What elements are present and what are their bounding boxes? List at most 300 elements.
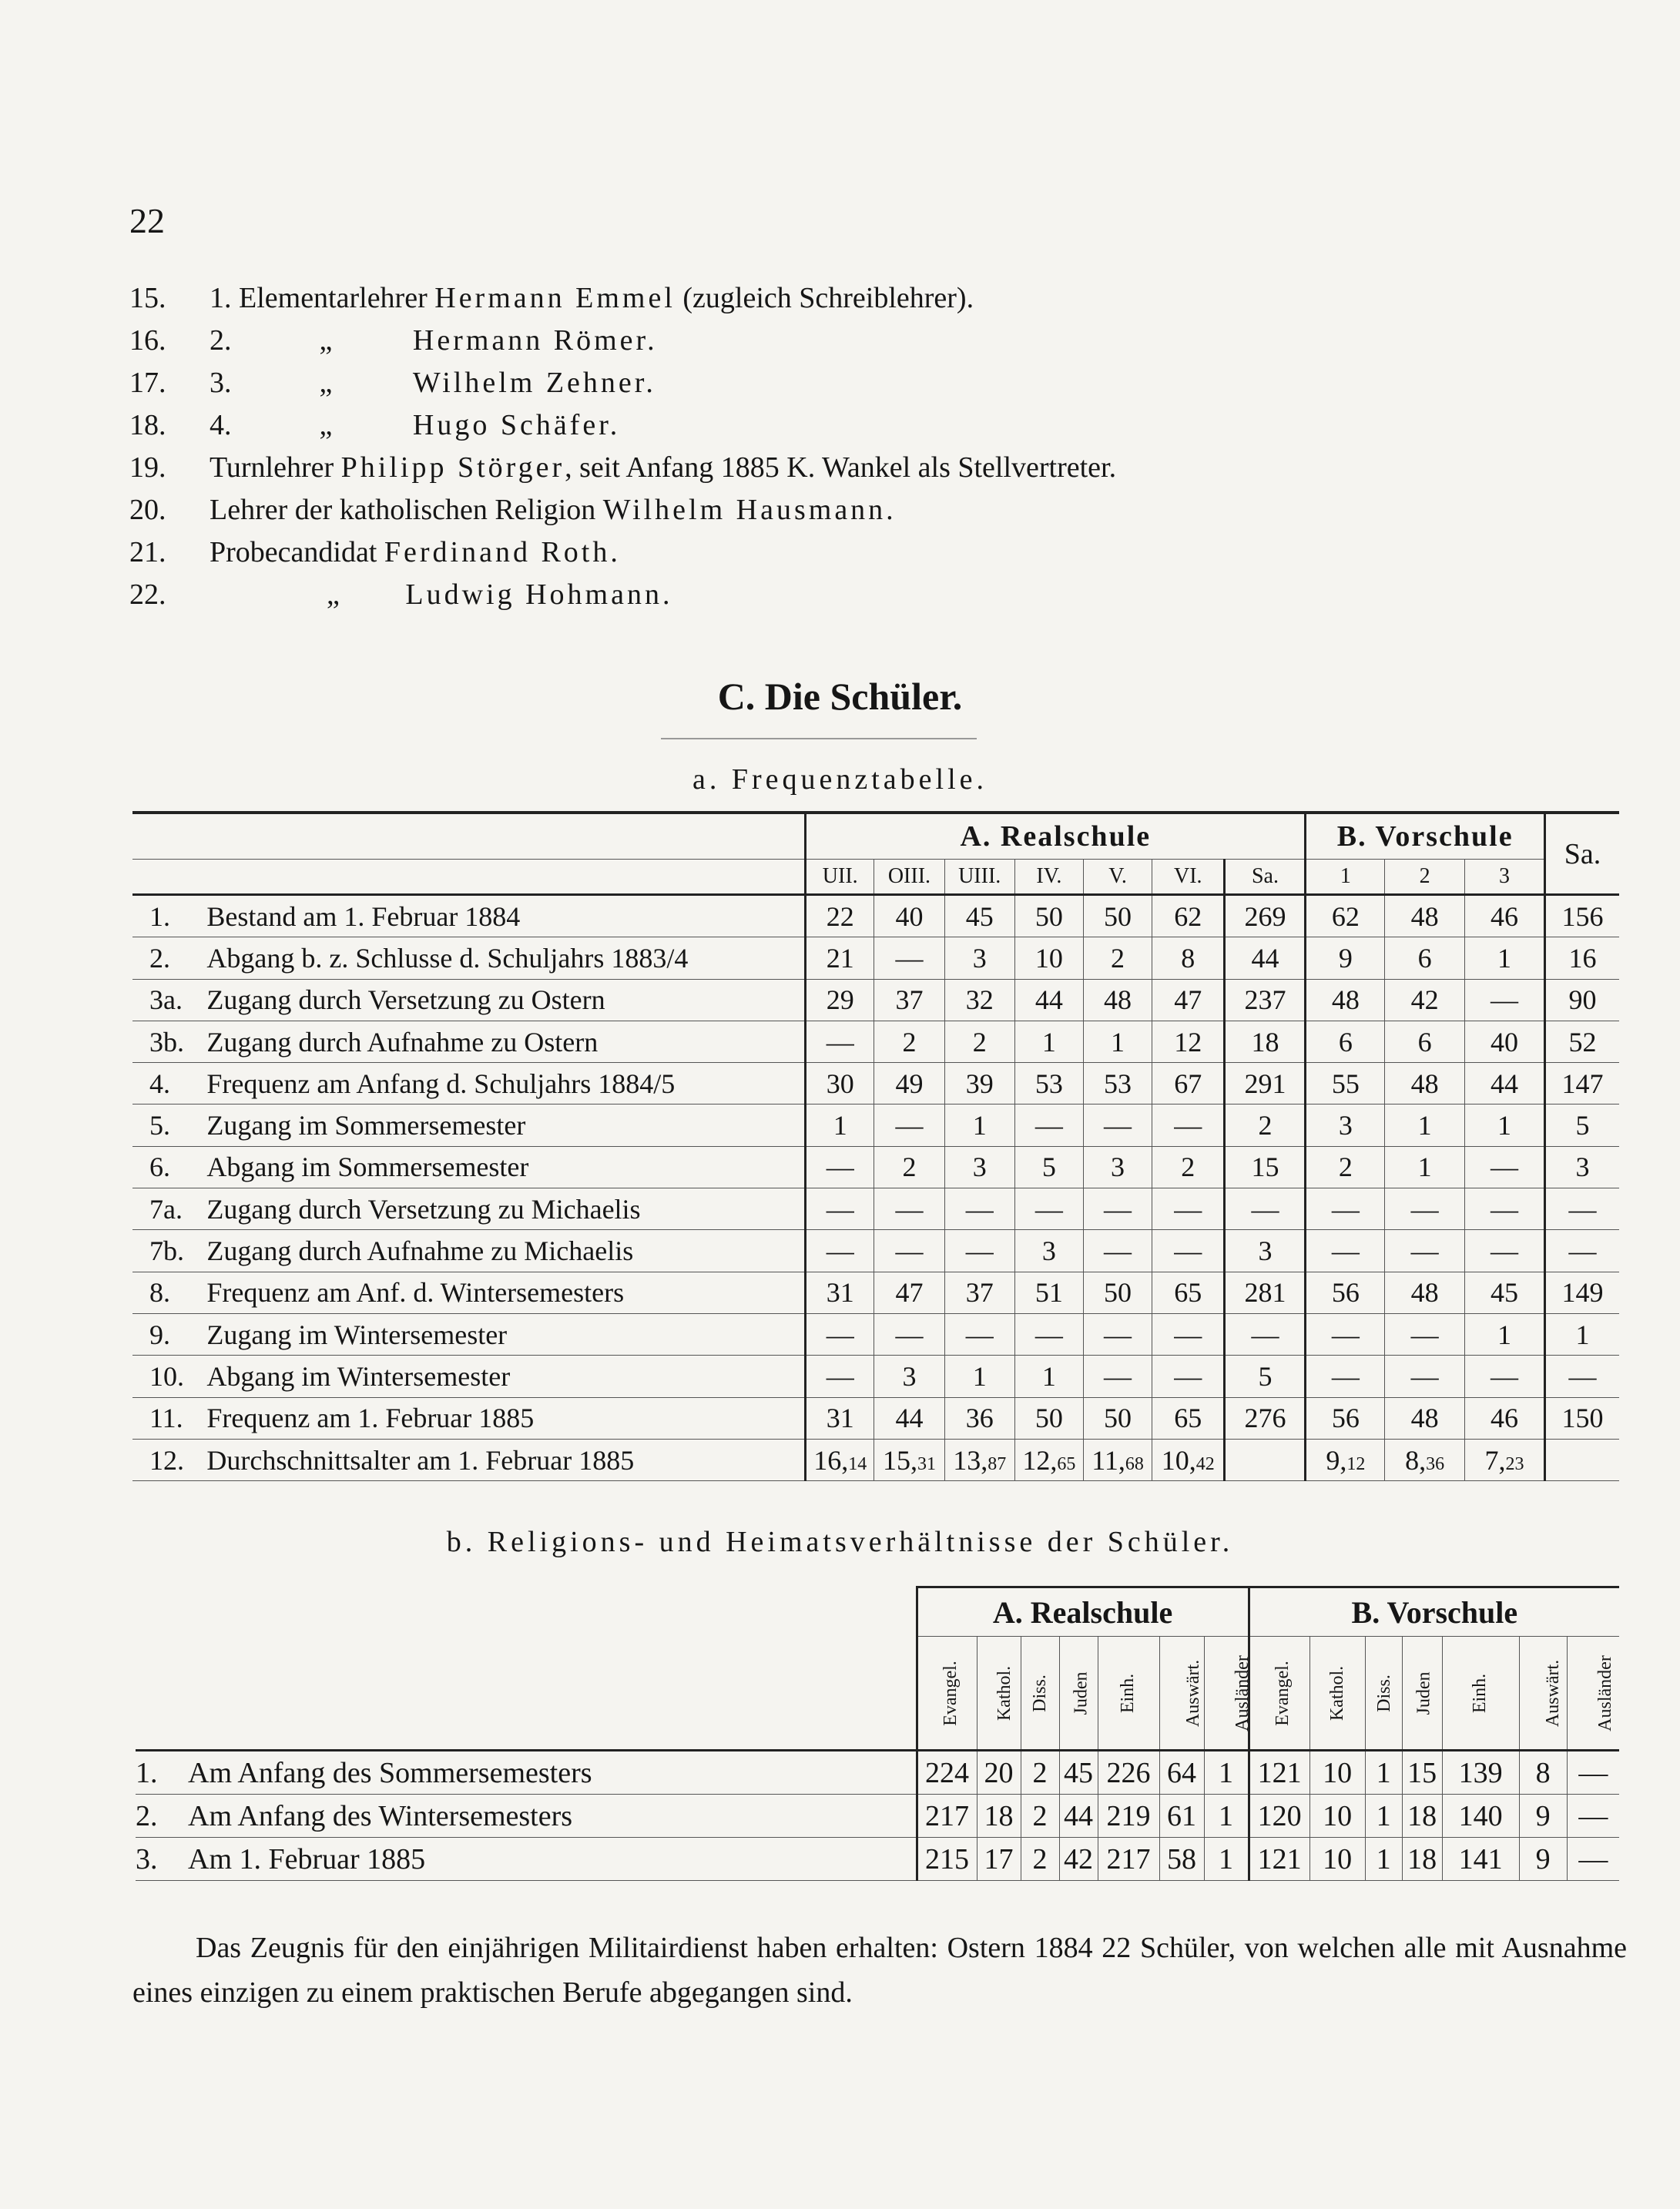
staff-row [129,404,1593,447]
cell-value: 10 [1014,937,1083,979]
cell-value: — [1083,1313,1152,1355]
cell-value: 62 [1152,895,1225,937]
row-label: Zugang durch Aufnahme zu Ostern [205,1021,805,1062]
cell-value: 226 [1098,1751,1159,1795]
col-header-text: Juden [1413,1671,1434,1715]
cell-value: 3 [1014,1230,1083,1272]
cell-value: 65 [1152,1272,1225,1313]
col-header-text: Evangel. [1272,1660,1293,1726]
col-header: OIII. [874,860,944,895]
cell-value: — [1544,1230,1619,1272]
col-header-text: Kathol. [1326,1665,1347,1721]
col-header: 2 [1385,860,1465,895]
cell-value: — [1306,1188,1385,1230]
cell-value: 2 [944,1021,1014,1062]
cell-value: 47 [1152,979,1225,1021]
cell-value: 18 [977,1795,1021,1838]
table-row [132,1272,1619,1313]
staff-name: Ludwig Hohmann. [405,578,673,611]
staff-pre: Turnlehrer [210,451,341,484]
col-header [1159,1637,1204,1751]
row-number: 3a. [132,979,205,1021]
cell-value: — [1083,1356,1152,1397]
row-number: 1. [136,1751,188,1795]
avg-dec: 14 [848,1453,867,1474]
cell-value: 50 [1014,895,1083,937]
cell-value: — [1152,1313,1225,1355]
staff-pre: „ [210,578,406,611]
staff-number: 19. [129,451,166,484]
cell-value: 12 [1152,1021,1225,1062]
cell-value: — [1465,1146,1545,1188]
table-row [132,1230,1619,1272]
col-header-text: Ausländer [1594,1654,1615,1731]
staff-row [129,574,1593,616]
cell-value: 9 [1306,937,1385,979]
note-paragraph [132,1926,1627,2015]
cell-value: 49 [874,1063,944,1104]
row-number: 10. [132,1356,205,1397]
cell-value: 48 [1385,1397,1465,1439]
col-header-text: Auswärt. [1542,1659,1563,1727]
cell-value: 6 [1385,937,1465,979]
avg-int: 12 [1022,1444,1051,1476]
cell-average: 12,65 [1014,1439,1083,1480]
cell-value: 269 [1225,895,1306,937]
cell-value: 29 [806,979,874,1021]
col-header: 1 [1306,860,1385,895]
section-heading: C. Die Schüler. [717,675,963,718]
cell-value: — [806,1146,874,1188]
cell-value: 9 [1519,1838,1567,1881]
cell-value: 2 [874,1021,944,1062]
cell-value: 44 [874,1397,944,1439]
cell-average [1544,1439,1619,1480]
cell-value: 3 [1306,1104,1385,1146]
row-number: 2. [136,1795,188,1838]
cell-value: 42 [1385,979,1465,1021]
cell-value: — [1567,1751,1619,1795]
cell-value: — [1465,1230,1545,1272]
cell-average: 15,31 [874,1439,944,1480]
avg-dec: 42 [1195,1453,1215,1474]
cell-value: 1 [1204,1751,1249,1795]
avg-int: 13 [953,1444,981,1476]
cell-value: 46 [1465,1397,1545,1439]
religion-table [136,1586,1619,1881]
cell-value: 31 [806,1272,874,1313]
cell-value: 53 [1014,1063,1083,1104]
row-label: Frequenz am 1. Februar 1885 [205,1397,805,1439]
col-header [1309,1637,1365,1751]
row-label: Frequenz am Anfang d. Schuljahrs 1884/5 [205,1063,805,1104]
cell-value: 291 [1225,1063,1306,1104]
staff-pre: 4. „ [210,409,413,441]
row-label: Frequenz am Anf. d. Wintersemesters [205,1272,805,1313]
cell-value: 10 [1309,1795,1365,1838]
cell-value: 55 [1306,1063,1385,1104]
col-header [1402,1637,1442,1751]
cell-value: — [1225,1313,1306,1355]
staff-pre: Lehrer der katholischen Religion [210,494,603,526]
staff-name: Philipp Störger [340,451,565,484]
row-number: 11. [132,1397,205,1439]
cell-value: 56 [1306,1272,1385,1313]
col-header [1098,1637,1159,1751]
cell-value: 20 [977,1751,1021,1795]
table-row [132,1313,1619,1355]
cell-value: — [1152,1230,1225,1272]
cell-value: 1 [1385,1104,1465,1146]
cell-average: 13,87 [944,1439,1014,1480]
cell-value: — [944,1188,1014,1230]
row-number: 3b. [132,1021,205,1062]
col-header [1059,1637,1098,1751]
table-row-average [132,1439,1619,1480]
cell-value: 2 [1152,1146,1225,1188]
avg-int: 7 [1484,1444,1499,1476]
cell-value: 156 [1544,895,1619,937]
staff-text [210,404,620,447]
col-header-text: Juden [1071,1671,1091,1715]
row-label: Abgang im Sommersemester [205,1146,805,1188]
cell-value: — [1385,1188,1465,1230]
cell-value: 1 [1544,1313,1619,1355]
cell-value: — [1225,1188,1306,1230]
cell-value: 237 [1225,979,1306,1021]
cell-value: 2 [1021,1751,1059,1795]
cell-value: 10 [1309,1751,1365,1795]
cell-value: 1 [1365,1751,1402,1795]
row-label: Bestand am 1. Februar 1884 [205,895,805,937]
cell-value: 3 [1544,1146,1619,1188]
group-vorschule-b: B. Vorschule [1249,1587,1619,1637]
cell-value: 219 [1098,1795,1159,1838]
cell-value: 2 [1021,1795,1059,1838]
cell-average: 10,42 [1152,1439,1225,1480]
cell-value: 56 [1306,1397,1385,1439]
cell-average: 11,68 [1083,1439,1152,1480]
cell-value: 1 [1465,937,1545,979]
cell-value: 50 [1014,1397,1083,1439]
cell-value: 40 [874,895,944,937]
cell-value: 51 [1014,1272,1083,1313]
cell-value: 3 [944,1146,1014,1188]
cell-value: 44 [1225,937,1306,979]
col-header [917,1637,977,1751]
cell-value: 8 [1152,937,1225,979]
cell-value: 2 [1083,937,1152,979]
cell-value: 18 [1225,1021,1306,1062]
cell-value: — [944,1313,1014,1355]
cell-value: — [1152,1188,1225,1230]
col-header-text: Einh. [1470,1673,1491,1713]
cell-value: 58 [1159,1838,1204,1881]
cell-value: 48 [1385,1272,1465,1313]
cell-value: 50 [1083,1272,1152,1313]
cell-value: 1 [1465,1313,1545,1355]
cell-value: 141 [1442,1838,1519,1881]
avg-dec: 65 [1057,1453,1076,1474]
cell-value: — [1014,1313,1083,1355]
frequency-table [132,811,1619,1481]
staff-row [129,277,1593,320]
staff-pre: Probecandidat [210,536,384,568]
cell-value: 44 [1059,1795,1098,1838]
table-row [132,1397,1619,1439]
row-label: Zugang durch Aufnahme zu Michaelis [205,1230,805,1272]
group-vorschule: B. Vorschule [1306,813,1544,860]
row-number: 4. [132,1063,205,1104]
row-number: 5. [132,1104,205,1146]
cell-value: 45 [1059,1751,1098,1795]
cell-value: — [1306,1313,1385,1355]
row-number: 8. [132,1272,205,1313]
avg-int: 8 [1405,1444,1420,1476]
cell-value: 5 [1544,1104,1619,1146]
cell-value: 10 [1309,1838,1365,1881]
staff-row [129,447,1593,489]
col-header: IV. [1014,860,1083,895]
cell-value: 121 [1249,1838,1309,1881]
cell-value: 140 [1442,1795,1519,1838]
staff-row [129,320,1593,362]
cell-value: 44 [1014,979,1083,1021]
cell-value: 1 [1465,1104,1545,1146]
col-header [1204,1637,1252,1751]
staff-name: Ferdinand Roth. [384,536,621,568]
cell-value: — [944,1230,1014,1272]
row-number: 7b. [132,1230,205,1272]
row-number: 12. [132,1439,205,1480]
table-row [132,1356,1619,1397]
cell-value: 31 [806,1397,874,1439]
cell-value: 48 [1385,895,1465,937]
staff-name: Hermann Emmel [434,282,676,314]
staff-text [210,277,974,320]
cell-value: 50 [1083,1397,1152,1439]
row-label: Durchschnittsalter am 1. Februar 1885 [205,1439,805,1480]
col-header [1519,1637,1567,1751]
col-header-text: Diss. [1029,1674,1050,1712]
table-row [132,1021,1619,1062]
staff-list [129,277,1593,616]
cell-value: 2 [874,1146,944,1188]
row-label: Abgang im Wintersemester [205,1356,805,1397]
cell-value: 281 [1225,1272,1306,1313]
cell-value: 2 [1021,1838,1059,1881]
row-number: 1. [132,895,205,937]
avg-int: 10 [1161,1444,1189,1476]
row-label: Zugang im Wintersemester [205,1313,805,1355]
col-header-text: Auswärt. [1182,1659,1203,1727]
cell-value: 147 [1544,1063,1619,1104]
row-label: Abgang b. z. Schlusse d. Schuljahrs 1883/4 [205,937,805,979]
cell-value: — [1014,1104,1083,1146]
staff-number: 15. [129,282,166,314]
avg-int: 9 [1326,1444,1340,1476]
cell-value: — [1152,1356,1225,1397]
table-b-title: b. Religions- und Heimatsverhältnisse der Schüler. [446,1526,1234,1558]
row-label: Am 1. Februar 1885 [188,1838,917,1881]
cell-value: 61 [1159,1795,1204,1838]
staff-text [210,362,656,404]
col-header [1365,1637,1402,1751]
cell-average: 7,23 [1465,1439,1545,1480]
cell-value: 67 [1152,1063,1225,1104]
col-header: UIII. [944,860,1014,895]
avg-dec: 31 [917,1453,936,1474]
col-header-text: Einh. [1118,1673,1138,1713]
cell-value: 3 [944,937,1014,979]
cell-value: — [1083,1104,1152,1146]
cell-value: 2 [1306,1146,1385,1188]
table-a-title: a. Frequenztabelle. [692,763,988,796]
staff-name: Hermann Römer. [412,324,658,357]
avg-int: 11 [1091,1444,1118,1476]
cell-value: — [1465,1356,1545,1397]
cell-average [1225,1439,1306,1480]
cell-value: 139 [1442,1751,1519,1795]
avg-dec: 23 [1505,1453,1524,1474]
row-number: 6. [132,1146,205,1188]
cell-value: 64 [1159,1751,1204,1795]
cell-value: 46 [1465,895,1545,937]
cell-value: — [1083,1230,1152,1272]
cell-value: — [806,1230,874,1272]
table-row [136,1751,1619,1795]
cell-value: 22 [806,895,874,937]
table-row [132,1063,1619,1104]
cell-value: 3 [874,1356,944,1397]
staff-row [129,362,1593,404]
col-header: V. [1083,860,1152,895]
avg-dec: 87 [988,1453,1007,1474]
col-header [1021,1637,1059,1751]
cell-value: 21 [806,937,874,979]
cell-value: 1 [944,1356,1014,1397]
avg-int: 16 [813,1444,842,1476]
cell-value: 150 [1544,1397,1619,1439]
cell-value: 5 [1225,1356,1306,1397]
cell-value: — [874,937,944,979]
cell-average: 8,36 [1385,1439,1465,1480]
col-header: UII. [806,860,874,895]
cell-value: — [1014,1188,1083,1230]
table-row [132,937,1619,979]
cell-value: 217 [1098,1838,1159,1881]
row-label: Zugang durch Versetzung zu Michaelis [205,1188,805,1230]
avg-dec: 12 [1346,1453,1366,1474]
note-text: Das Zeugnis für den einjährigen Militairdienst haben erhalten: Ostern 1884 22 Schüler, von welchen alle mit Ausnahme eines einzigen zu einem praktischen Berufe abgegangen sind. [132,1932,1627,2009]
cell-value: 1 [944,1104,1014,1146]
cell-value: 6 [1385,1021,1465,1062]
staff-text [210,574,672,616]
staff-text [210,320,658,362]
cell-value: 1 [1083,1021,1152,1062]
page-number: 22 [129,201,165,240]
col-header [977,1637,1021,1751]
col-header [1249,1637,1309,1751]
cell-value: — [1465,979,1545,1021]
cell-value: 39 [944,1063,1014,1104]
staff-text [210,447,1116,489]
group-realschule-b: A. Realschule [917,1587,1249,1637]
cell-value: 9 [1519,1795,1567,1838]
cell-value: 17 [977,1838,1021,1881]
row-label: Zugang im Sommersemester [205,1104,805,1146]
avg-dec: 68 [1125,1453,1144,1474]
avg-int: 15 [882,1444,910,1476]
cell-value: 44 [1465,1063,1545,1104]
col-header: VI. [1152,860,1225,895]
table-row [136,1795,1619,1838]
cell-value: 1 [1204,1838,1249,1881]
cell-value: — [874,1188,944,1230]
sum-header: Sa. [1544,813,1619,895]
col-header-text: Evangel. [940,1660,961,1726]
cell-value: 45 [1465,1272,1545,1313]
row-label: Am Anfang des Wintersemesters [188,1795,917,1838]
table-row [132,1188,1619,1230]
table-row [132,1146,1619,1188]
cell-value: 50 [1083,895,1152,937]
cell-value: — [806,1313,874,1355]
table-row [132,895,1619,937]
cell-value: 42 [1059,1838,1098,1881]
cell-value: 37 [944,1272,1014,1313]
cell-value: 47 [874,1272,944,1313]
cell-value: 30 [806,1063,874,1104]
cell-value: 1 [1014,1021,1083,1062]
staff-name: Hugo Schäfer. [412,409,621,441]
staff-pre: 2. „ [210,324,413,357]
cell-value: 224 [917,1751,977,1795]
cell-value: — [1306,1356,1385,1397]
staff-name: Wilhelm Zehner. [412,367,656,399]
cell-value: — [1306,1230,1385,1272]
cell-value: 3 [1225,1230,1306,1272]
group-realschule: A. Realschule [806,813,1306,860]
staff-row [129,489,1593,531]
cell-value: 18 [1402,1795,1442,1838]
cell-value: 37 [874,979,944,1021]
row-label: Zugang durch Versetzung zu Ostern [205,979,805,1021]
cell-value: 1 [1014,1356,1083,1397]
cell-value: 32 [944,979,1014,1021]
cell-value: 16 [1544,937,1619,979]
staff-number: 20. [129,494,166,526]
cell-value: — [1465,1188,1545,1230]
col-header [1442,1637,1519,1751]
staff-text [210,489,897,531]
col-header-text: Ausländer [1232,1654,1252,1731]
cell-value: 45 [944,895,1014,937]
cell-value: 5 [1014,1146,1083,1188]
cell-value: — [1567,1795,1619,1838]
staff-row [129,531,1593,574]
staff-post: , seit Anfang 1885 K. Wankel als Stellvertreter. [565,451,1117,484]
col-header [1567,1637,1619,1751]
cell-value: — [1083,1188,1152,1230]
table-row [136,1838,1619,1881]
cell-value: 217 [917,1795,977,1838]
cell-value: 1 [1365,1838,1402,1881]
cell-value: 48 [1306,979,1385,1021]
col-header-text: Kathol. [994,1665,1014,1721]
cell-value: 120 [1249,1795,1309,1838]
cell-value: 48 [1385,1063,1465,1104]
